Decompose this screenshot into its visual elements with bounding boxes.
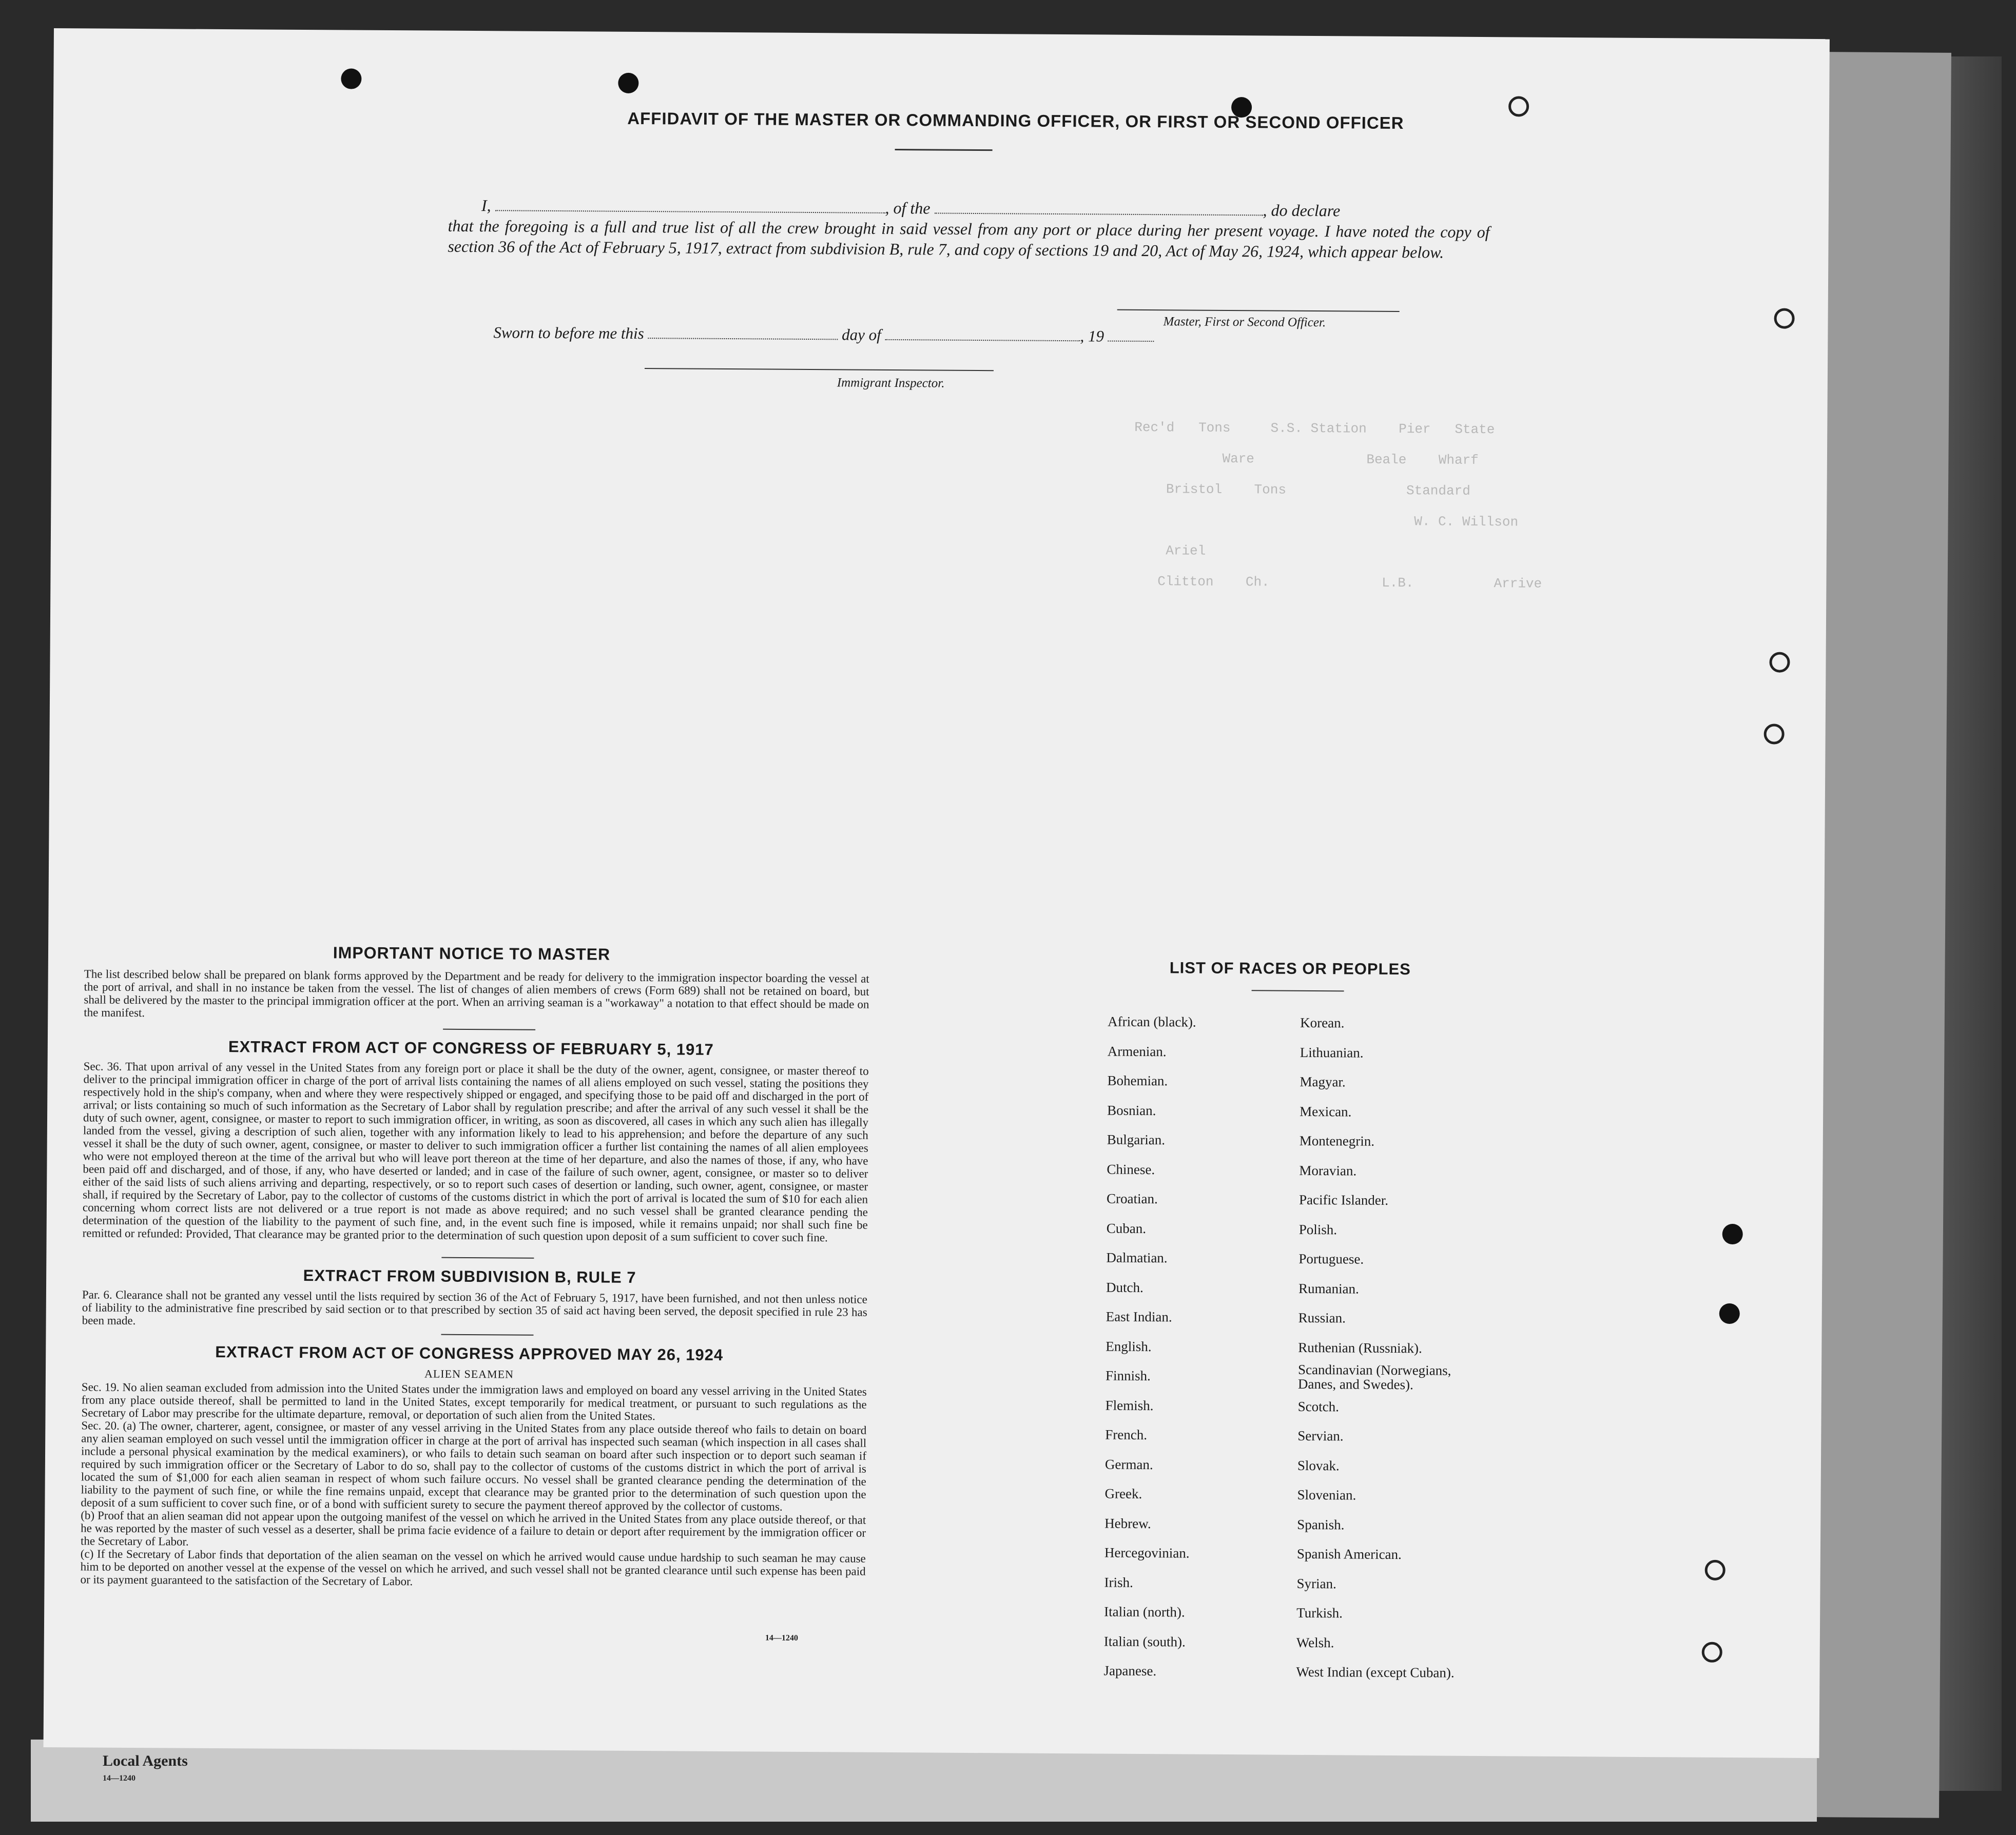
extract-1917-title: EXTRACT FROM ACT OF CONGRESS OF FEBRUARY 5, 1917 <box>228 1038 714 1059</box>
races-left-column <box>1103 1007 1196 1687</box>
race-item: Rumanian. <box>1298 1280 1359 1297</box>
affidavit-text: that the foregoing is a full and true list of all the crew brought in said vessel from any port or place during her present voyage. I have noted the copy of section 36 of the Act of February 5, 1917, extract from subdivision B, rule 7, and copy of sections 19 and 20, Act of May 26, 1924, which appear below. <box>448 216 1490 262</box>
punch-hole <box>1508 96 1529 116</box>
race-item: Moravian. <box>1299 1162 1357 1179</box>
race-item: Dutch. <box>1106 1279 1143 1295</box>
race-item: Bosnian. <box>1107 1102 1156 1118</box>
affidavit-title: AFFIDAVIT OF THE MASTER OR COMMANDING OFFICER, OR FIRST OR SECOND OFFICER <box>627 108 1404 133</box>
year-prefix: , 19 <box>1080 327 1104 345</box>
race-item: Hercegovinian. <box>1104 1545 1190 1561</box>
inspector-label: Immigrant Inspector. <box>837 376 945 391</box>
race-item: Slovenian. <box>1297 1487 1356 1503</box>
punch-hole <box>1702 1642 1722 1663</box>
race-item: Lithuanian. <box>1300 1044 1364 1061</box>
race-item: Chinese. <box>1107 1161 1155 1177</box>
vessel-blank <box>934 199 1263 216</box>
punch-hole <box>1764 724 1785 744</box>
punch-hole <box>1722 1224 1743 1244</box>
alien-seamen-subtitle: ALIEN SEAMEN <box>424 1367 514 1381</box>
sec-19-text: Sec. 19. No alien seaman excluded from admission into the United States under the immigration laws and employed on board any vessel arriving in the United States from any place outside thereof, shall be permitted to land in the United States, except temporarily for medical treatment, or pursuant to such regulations as the Secretary of Labor may prescribe for the ultimate departure, removal, or deportation of such alien from the United States. <box>81 1380 867 1423</box>
bottom-slip-form-number: 14—1240 <box>103 1774 135 1783</box>
race-item: Welsh. <box>1296 1634 1334 1650</box>
extract-rule7-title: EXTRACT FROM SUBDIVISION B, RULE 7 <box>303 1266 636 1286</box>
form-number: 14—1240 <box>765 1633 798 1643</box>
race-item: English. <box>1106 1338 1152 1354</box>
race-item: Hebrew. <box>1104 1515 1151 1531</box>
notice-body: The list described below shall be prepared on blank forms approved by the Department and be ready for delivery to the immigration inspector boarding the vessel at the port of arrival, and shall in no instance be taken from the vessel. The list of changes of alien members of crews (Form 689) shall not be retained on board, but shall be delivered by the master to the principal immigration officer at the port. When an arriving seaman is a "workaway" a notation to that effect should be made on the manifest. <box>84 967 869 1020</box>
affidavit-of-the: , of the <box>885 198 931 218</box>
sec-20a-text: Sec. 20. (a) The owner, charterer, agent, consignee, or master of any vessel arriving in the United States from any place outside thereof who fails to detain on board any alien seaman employed on such vessel until the immigration officer in charge at the port of arrival has inspected such seaman (which inspection in all cases shall include a personal physical examination by the medical examiners), or who fails to detain such seaman on board after such inspection or to deport such seaman if required by such immigration officer or the Secretary of Labor to do so, shall pay to the collector of customs of the customs district in which the port of arrival is located the sum of $1,000 for each alien seaman in respect of whom such failure occurs. No vessel shall be granted clearance pending the determination of the liability to the payment of such fine, or while the fine remains unpaid, except that clearance may be granted prior to the determination of such question upon the deposit of a sum sufficient to cover such fine, or of a bond with sufficient surety to secure the payment thereof approved by the collector of customs. <box>81 1419 867 1513</box>
bottom-slip-label <box>103 1752 188 1787</box>
sworn-text: Sworn to before me this <box>493 323 644 343</box>
sec-20b-text: (b) Proof that an alien seaman did not appear upon the outgoing manifest of the vessel on which he arrived in the United States from any place outside thereof, or that he was reported by the master of such vessel as a deserter, shall be prima facie evidence of a failure to detain or deport after requirement by the immigration officer or the Secretary of Labor. <box>80 1509 866 1548</box>
race-item: Cuban. <box>1106 1220 1147 1236</box>
affidavit-i: I, <box>481 196 491 215</box>
races-title: LIST OF RACES OR PEOPLES <box>1169 959 1411 979</box>
race-item: East Indian. <box>1106 1309 1172 1325</box>
punch-hole <box>1719 1303 1740 1324</box>
race-item: Pacific Islander. <box>1299 1192 1389 1208</box>
extract-1924-title: EXTRACT FROM ACT OF CONGRESS APPROVED MAY 26, 1924 <box>215 1342 724 1364</box>
race-item: Flemish. <box>1105 1397 1154 1413</box>
signature-label: Master, First or Second Officer. <box>1163 315 1326 330</box>
race-item: Japanese. <box>1103 1663 1157 1679</box>
extract-1917-body: Sec. 36. That upon arrival of any vessel in the United States from any foreign port or place it shall be the duty of the owner, agent, consignee, or master thereof to deliver to the principal immigration officer in charge of the port of arrival lists containing the names of all aliens employed on such vessel, stating the positions they respectively hold in the ship's company, when and where they were respectively shipped or engaged, and specifying those to be paid off and discharged in the port of arrival; or lists containing so much of such information as the Secretary of Labor shall by regulation prescribe; and after the arrival of any such vessel it shall be the duty of such owner, agent, consignee, or master to report to such immigration officer, in writing, as soon as discovered, all cases in which any such alien has illegally landed from the vessel, giving a description of such alien, together with any information likely to lead to his apprehension; and before the departure of any such vessel it shall be the duty of such owner, agent, consignee, or master to deliver to such immigration officer a further list containing the names of all alien employees who were not employed thereon at the time of the arrival but who will leave port thereon at the time of her departure, and also the names of those, if any, who have been paid off and discharged, and of those, if any, who have deserted or landed; and in case of the failure of such owner, agent, consignee, or master so to deliver either of the said lists of such aliens arriving and departing, respectively, or so to report such cases of desertion or landing, such owner, agent, consignee, or master shall, if required by the Secretary of Labor, pay to the collector of customs of the customs district in which the port of arrival is located the sum of $10 for each alien concerning whom correct lists are not delivered or a true report is not made as above required; and no such vessel shall be granted clearance pending the determination of the question of the liability to the payment of such fine, and, in the event such fine is imposed, while it remains unpaid; nor shall such fine be remitted or refunded: Provided, That clearance may be granted prior to the determination of such question upon deposit of a sum sufficient to cover such fine. <box>82 1060 869 1244</box>
punch-hole <box>1705 1560 1726 1580</box>
year-blank <box>1108 327 1154 342</box>
punch-hole <box>341 68 361 89</box>
name-blank <box>495 197 885 213</box>
race-item: African (black). <box>1108 1013 1196 1030</box>
race-item: Croatian. <box>1107 1190 1158 1207</box>
bleed-through-text: Rec'd Tons S.S. Station Pier State Ware Beale Wharf Bristol Tons Standard W. C. Willson Ariel Clitton Ch. L.B. Arrive <box>1133 419 1542 592</box>
punch-hole <box>618 73 638 93</box>
race-item: French. <box>1105 1427 1148 1443</box>
race-item: Korean. <box>1300 1014 1345 1031</box>
section-rule <box>441 1334 533 1336</box>
document-page <box>44 28 1830 1758</box>
race-item: Montenegrin. <box>1299 1133 1375 1149</box>
section-rule <box>441 1257 534 1259</box>
race-item: Servian. <box>1297 1428 1344 1444</box>
sec-20c-text: (c) If the Secretary of Labor finds that deportation of the alien seaman on the vessel on which he arrived would cause undue hardship to such seaman he may cause him to be deported on another vessel at the expense of the vessel on which he arrived, and such vessel shall not be granted clearance until such expense has been paid or its payment guaranteed to the satisfaction of the Secretary of Labor. <box>80 1547 866 1588</box>
race-item: Ruthenian (Russniak). <box>1298 1339 1422 1356</box>
race-item: Scandinavian (Norwegians, Danes, and Swedes). <box>1297 1361 1451 1393</box>
section-rule <box>443 1029 535 1030</box>
race-item: Spanish. <box>1297 1516 1345 1532</box>
inspector-line <box>645 368 994 371</box>
race-item: Armenian. <box>1107 1043 1167 1059</box>
race-item: Italian (south). <box>1103 1633 1186 1650</box>
race-item: Bohemian. <box>1107 1072 1168 1089</box>
race-item: Irish. <box>1104 1574 1133 1590</box>
race-item: Syrian. <box>1296 1575 1336 1591</box>
extract-1924-body <box>80 1380 866 1590</box>
punch-hole <box>1774 308 1794 328</box>
race-item: Slovak. <box>1297 1457 1340 1473</box>
race-item: Bulgarian. <box>1107 1131 1166 1148</box>
races-title-rule <box>1252 990 1344 991</box>
sworn-line <box>493 323 1154 346</box>
race-item: Russian. <box>1298 1310 1346 1326</box>
race-item: West Indian (except Cuban). <box>1296 1664 1455 1681</box>
local-agents-label: Local Agents <box>103 1752 188 1769</box>
race-item: Turkish. <box>1296 1605 1343 1621</box>
race-item: Spanish American. <box>1296 1546 1402 1563</box>
race-item: Italian (north). <box>1104 1604 1185 1620</box>
month-blank <box>885 326 1080 341</box>
affidavit-do-declare: , do declare <box>1263 201 1341 220</box>
race-item: Greek. <box>1104 1486 1142 1502</box>
day-of-text: day of <box>842 325 881 344</box>
race-item: Polish. <box>1298 1221 1337 1237</box>
race-item: German. <box>1104 1456 1153 1472</box>
notice-title: IMPORTANT NOTICE TO MASTER <box>333 943 611 964</box>
race-item: Portuguese. <box>1298 1251 1364 1267</box>
day-blank <box>648 324 838 340</box>
signature-line <box>1117 309 1400 312</box>
race-item: Dalmatian. <box>1106 1250 1168 1266</box>
extract-rule7-body: Par. 6. Clearance shall not be granted any vessel until the lists required by section 36 of the Act of February 5, 1917, have been furnished, and not then unless notice of liability to the administrative fine prescribed by said section or to that prescribed by section 35 of said act having been served, the deposit specified in rule 23 has been made. <box>82 1288 867 1328</box>
race-item: Mexican. <box>1300 1103 1352 1119</box>
affidavit-body <box>448 195 1490 263</box>
punch-hole <box>1769 652 1790 672</box>
title-rule <box>895 149 993 151</box>
races-right-column <box>1296 1008 1458 1688</box>
race-item: Finnish. <box>1105 1368 1151 1384</box>
race-item: Scotch. <box>1297 1398 1339 1414</box>
race-item: Magyar. <box>1300 1073 1346 1090</box>
